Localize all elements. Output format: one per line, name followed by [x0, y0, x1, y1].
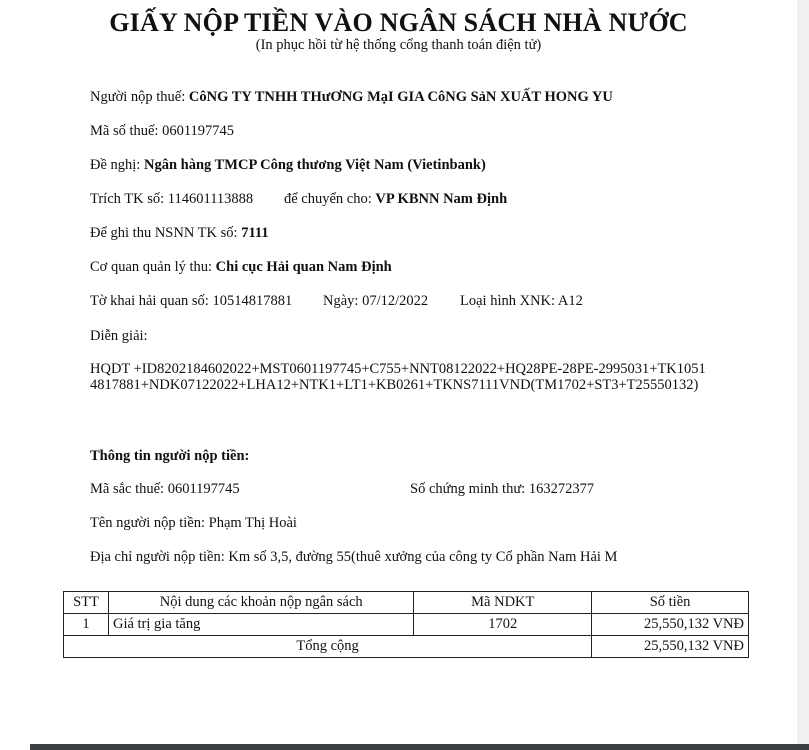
taxpayer-line [90, 89, 613, 106]
payer-id [410, 481, 594, 498]
payer-id-label: Số chứng minh thư: [410, 481, 526, 497]
description-value: HQDT +ID8202184602022+MST0601197745+C755+NNT08122022+HQ28PE-28PE-2995031+TK10514817881+NDK07122022+LHA12+NTK1+LT1+KB0261+TKNS7111VND(TM1702+ST3+T25550132) [90, 361, 706, 393]
document-title: GIẤY NỘP TIỀN VÀO NGÂN SÁCH NHÀ NƯỚC [109, 8, 688, 37]
total-value: 25,550,132 VNĐ [592, 636, 749, 658]
authority-line [90, 259, 392, 276]
payer-name-label: Tên người nộp tiền: [90, 515, 205, 531]
customs-type-label: Loại hình XNK: [460, 293, 556, 309]
taxpayer-label: Người nộp thuế: [90, 89, 186, 105]
customs-type [460, 293, 583, 310]
bottom-toolbar [0, 744, 809, 750]
row-amount: 25,550,132 VNĐ [592, 614, 749, 636]
payment-table [63, 591, 749, 658]
payer-tax-code-label: Mã sắc thuế: [90, 481, 165, 497]
revenue-account-label: Để ghi thu NSNN TK số: [90, 225, 238, 241]
customs-date-value: 07/12/2022 [362, 293, 429, 309]
customs-value: 10514817881 [212, 293, 293, 309]
row-stt: 1 [64, 614, 109, 636]
table-header-row [64, 592, 749, 614]
request-line [90, 157, 486, 174]
bottom-toolbar-strip [30, 744, 809, 750]
customs-label: Tờ khai hải quan số: [90, 293, 209, 309]
payer-name-line [90, 515, 297, 532]
header-stt: STT [64, 592, 109, 614]
customs-date-label: Ngày: [323, 293, 359, 309]
taxpayer-value: CôNG TY TNHH THưƠNG MạI GIA CôNG SảN XUẤT HONG YU [188, 89, 613, 105]
payer-id-value: 163272377 [528, 481, 595, 497]
transfer-to [284, 191, 507, 208]
debit-account-line [90, 191, 253, 208]
customs-type-value: A12 [557, 293, 583, 309]
revenue-account-line [90, 225, 269, 242]
total-label: Tổng cộng [64, 636, 592, 658]
tax-code-label: Mã số thuế: [90, 123, 159, 139]
request-label: Đề nghị: [90, 157, 141, 173]
document-subtitle: (In phục hồi từ hệ thống cổng thanh toán điện tử) [255, 37, 542, 53]
table-total-row [64, 636, 749, 658]
payer-tax-code-value: 0601197745 [167, 481, 240, 497]
customs-line [90, 293, 292, 310]
row-content: Giá trị gia tăng [108, 614, 413, 636]
description-label: Diễn giải: [90, 328, 148, 344]
vertical-scrollbar[interactable] [797, 0, 809, 744]
header-content: Nội dung các khoản nộp ngân sách [108, 592, 413, 614]
payer-name-value: Phạm Thị Hoài [208, 515, 297, 531]
payer-section-title: Thông tin người nộp tiền: [90, 448, 250, 464]
row-code: 1702 [414, 614, 592, 636]
header-amount: Số tiền [592, 592, 749, 614]
debit-account-label: Trích TK số: [90, 191, 165, 207]
debit-account-value: 114601113888 [167, 191, 254, 207]
authority-value: Chi cục Hải quan Nam Định [215, 259, 392, 275]
payer-address-value: Km số 3,5, đường 55(thuê xưởng của công ty Cổ phần Nam Hải M [228, 549, 618, 565]
table-row [64, 614, 749, 636]
tax-code-line [90, 123, 234, 140]
authority-label: Cơ quan quản lý thu: [90, 259, 213, 275]
customs-date [323, 293, 428, 310]
request-value: Ngân hàng TMCP Công thương Việt Nam (Vietinbank) [143, 157, 486, 173]
revenue-account-value: 7111 [241, 225, 269, 241]
payer-address-label: Địa chỉ người nộp tiền: [90, 549, 225, 565]
transfer-label: để chuyển cho: [284, 191, 372, 207]
tax-code-value: 0601197745 [162, 123, 235, 139]
payer-address-line [90, 549, 617, 566]
payer-tax-code-line [90, 481, 240, 498]
header-code: Mã NDKT [414, 592, 592, 614]
transfer-value: VP KBNN Nam Định [375, 191, 508, 207]
